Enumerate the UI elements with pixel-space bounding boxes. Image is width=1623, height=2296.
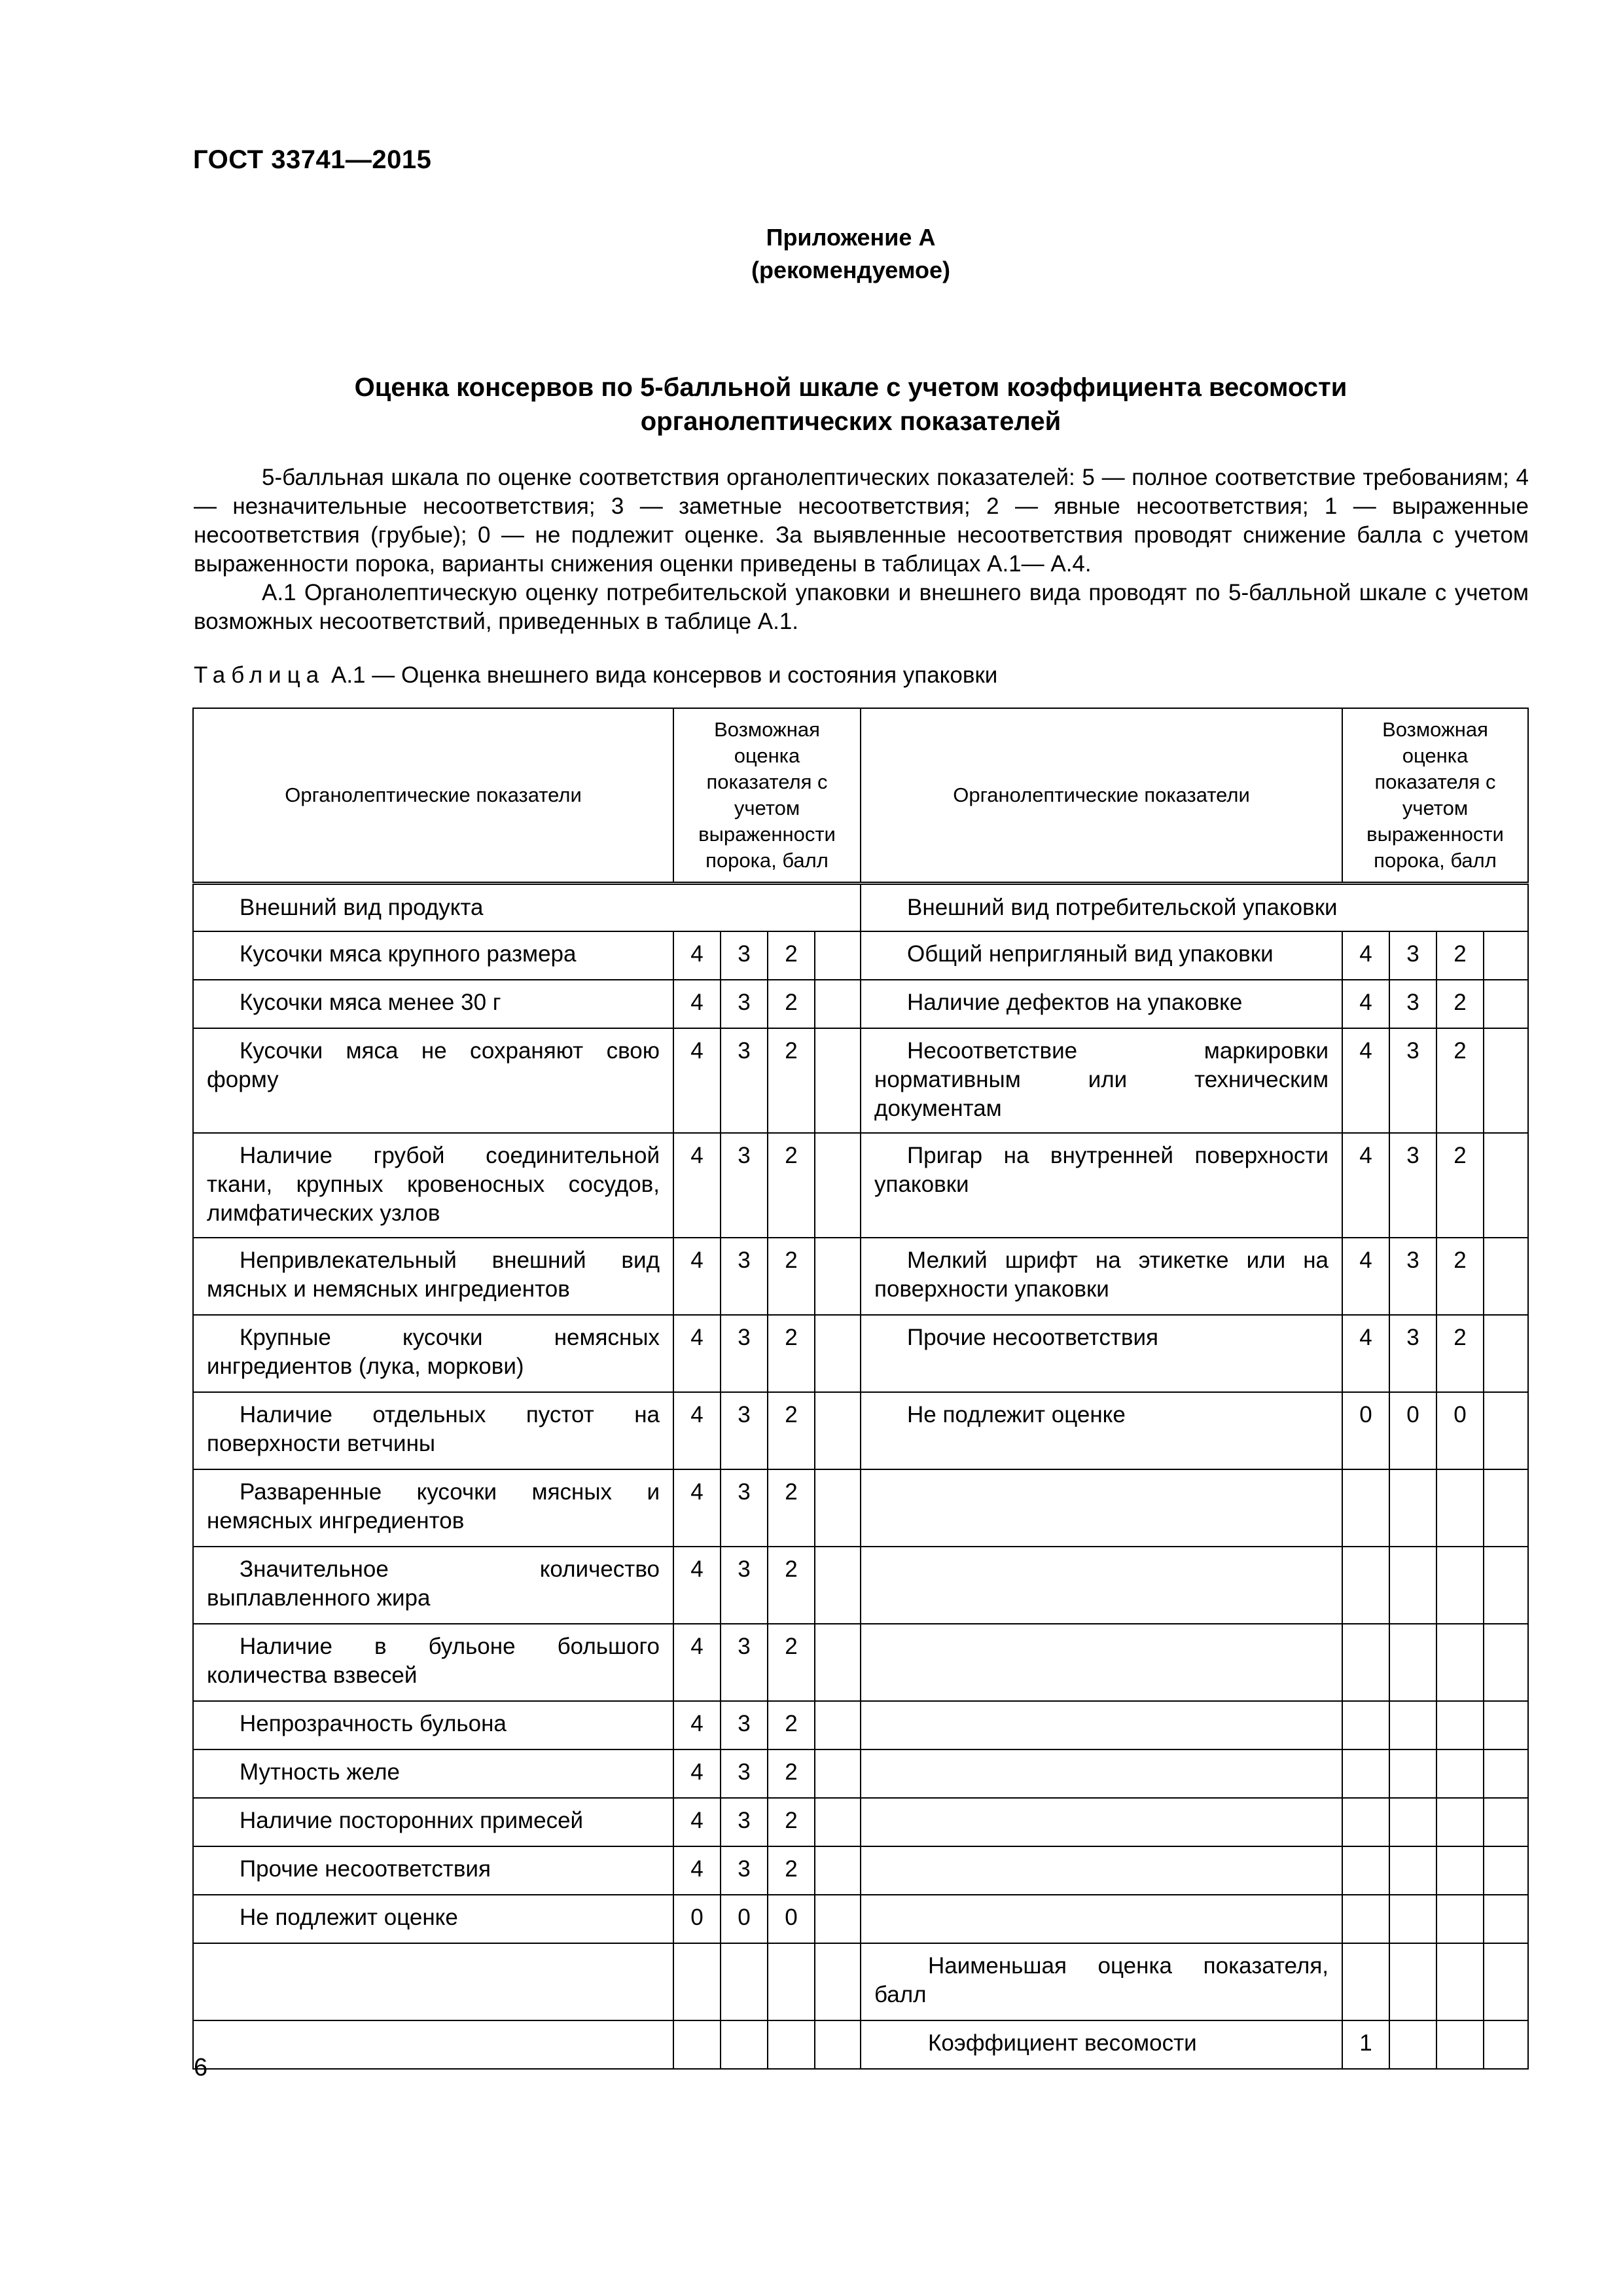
left-indicator-cell: Крупные кусочки немясных ингредиентов (лука, моркови) <box>193 1315 673 1392</box>
table-row <box>193 1943 1528 2020</box>
left-score-cell <box>768 2020 815 2069</box>
left-score-cell: 4 <box>673 980 721 1028</box>
right-indicator-cell: Общий непригляный вид упаковки <box>861 931 1342 980</box>
right-score-cell <box>1484 1798 1528 1846</box>
table-row <box>193 1547 1528 1624</box>
left-score-cell: 4 <box>673 1846 721 1895</box>
right-indicator-cell: Прочие несоответствия <box>861 1315 1342 1392</box>
left-score-cell: 3 <box>721 1846 768 1895</box>
left-indicator-cell: Непрозрачность бульона <box>193 1701 673 1749</box>
table-body <box>193 883 1528 2069</box>
left-score-cell <box>815 1238 861 1315</box>
right-indicator-cell <box>861 1749 1342 1798</box>
left-score-cell <box>815 931 861 980</box>
left-score-cell: 2 <box>768 1701 815 1749</box>
right-score-cell <box>1389 1624 1436 1701</box>
table-row <box>193 1624 1528 1701</box>
right-score-cell <box>1342 1701 1389 1749</box>
left-indicator-cell: Непривлекательный внешний вид мясных и немясных ингредиентов <box>193 1238 673 1315</box>
left-score-cell <box>815 1469 861 1547</box>
left-score-cell: 2 <box>768 931 815 980</box>
intro-paragraph-1: 5-балльная шкала по оценке соответствия органолептических показателей: 5 — полное соответствие требованиям; 4 — незначительные несоответствия; 3 — заметные несоответствия; 2 — явные несоответствия; 1 — выраженные несоответствия (грубые); 0 — не подлежит оценке. За выявленные несоответствия проводят снижение балла с учетом выраженности порока, варианты снижения оценки приведены в таблицах А.1— А.4. <box>194 465 1529 577</box>
left-score-cell: 3 <box>721 1798 768 1846</box>
header-score-right: Возможная оценка показателя с учетом выраженности порока, балл <box>1342 708 1528 883</box>
right-score-cell <box>1389 1895 1436 1943</box>
right-score-cell <box>1342 1798 1389 1846</box>
appendix-title: Приложение А <box>766 224 936 251</box>
left-score-cell <box>815 2020 861 2069</box>
left-score-cell: 4 <box>673 1315 721 1392</box>
right-score-cell: 3 <box>1389 931 1436 980</box>
right-score-cell: 0 <box>1436 1392 1484 1469</box>
left-score-cell: 0 <box>768 1895 815 1943</box>
right-score-cell: 0 <box>1342 1392 1389 1469</box>
left-indicator-cell <box>193 1943 673 2020</box>
appendix-heading <box>0 221 1623 287</box>
left-score-cell <box>815 1701 861 1749</box>
left-score-cell: 4 <box>673 1028 721 1133</box>
left-score-cell <box>673 1943 721 2020</box>
right-score-cell <box>1484 2020 1528 2069</box>
document-code: ГОСТ 33741—2015 <box>193 145 432 174</box>
left-score-cell <box>673 2020 721 2069</box>
left-score-cell: 3 <box>721 1749 768 1798</box>
left-score-cell: 4 <box>673 1624 721 1701</box>
left-score-cell: 3 <box>721 1392 768 1469</box>
right-score-cell <box>1342 1469 1389 1547</box>
right-score-cell <box>1436 2020 1484 2069</box>
left-score-cell: 3 <box>721 1547 768 1624</box>
left-score-cell: 3 <box>721 1624 768 1701</box>
left-score-cell: 2 <box>768 1846 815 1895</box>
table-row <box>193 980 1528 1028</box>
table-row <box>193 1798 1528 1846</box>
section-label-package: Внешний вид потребительской упаковки <box>861 883 1528 931</box>
right-score-cell <box>1436 1895 1484 1943</box>
right-indicator-cell: Наименьшая оценка показателя, балл <box>861 1943 1342 2020</box>
left-score-cell: 2 <box>768 1749 815 1798</box>
right-score-cell: 2 <box>1436 1028 1484 1133</box>
right-score-cell <box>1484 1315 1528 1392</box>
right-indicator-cell: Несоответствие маркировки нормативным или техническим документам <box>861 1028 1342 1133</box>
right-score-cell <box>1484 1701 1528 1749</box>
right-score-cell <box>1484 1895 1528 1943</box>
table-row <box>193 1895 1528 1943</box>
left-indicator-cell: Наличие в бульоне большого количества взвесей <box>193 1624 673 1701</box>
right-score-cell: 4 <box>1342 1028 1389 1133</box>
left-score-cell <box>815 1749 861 1798</box>
left-score-cell: 3 <box>721 1133 768 1238</box>
right-score-cell <box>1342 1846 1389 1895</box>
left-indicator-cell: Не подлежит оценке <box>193 1895 673 1943</box>
left-indicator-cell: Кусочки мяса менее 30 г <box>193 980 673 1028</box>
right-score-cell <box>1389 1846 1436 1895</box>
left-score-cell: 3 <box>721 1028 768 1133</box>
right-score-cell <box>1342 1547 1389 1624</box>
left-indicator-cell: Наличие грубой соединительной ткани, крупных кровеносных сосудов, лимфатических узлов <box>193 1133 673 1238</box>
right-score-cell <box>1484 1547 1528 1624</box>
left-indicator-cell: Мутность желе <box>193 1749 673 1798</box>
left-score-cell <box>721 2020 768 2069</box>
left-score-cell <box>721 1943 768 2020</box>
left-indicator-cell: Прочие несоответствия <box>193 1846 673 1895</box>
right-score-cell: 4 <box>1342 931 1389 980</box>
left-indicator-cell: Разваренные кусочки мясных и немясных ингредиентов <box>193 1469 673 1547</box>
right-score-cell <box>1484 1749 1528 1798</box>
header-score-left: Возможная оценка показателя с учетом выраженности порока, балл <box>673 708 861 883</box>
right-score-cell <box>1342 1624 1389 1701</box>
left-score-cell <box>815 1547 861 1624</box>
right-indicator-cell <box>861 1895 1342 1943</box>
left-score-cell: 3 <box>721 1238 768 1315</box>
left-score-cell: 4 <box>673 1701 721 1749</box>
left-score-cell: 2 <box>768 1028 815 1133</box>
header-indicators-left: Органолептические показатели <box>193 708 673 883</box>
left-score-cell: 4 <box>673 1392 721 1469</box>
right-score-cell <box>1342 1749 1389 1798</box>
table-row <box>193 1133 1528 1238</box>
left-score-cell <box>815 1846 861 1895</box>
right-indicator-cell: Наличие дефектов на упаковке <box>861 980 1342 1028</box>
left-indicator-cell: Значительное количество выплавленного жира <box>193 1547 673 1624</box>
left-score-cell: 4 <box>673 1133 721 1238</box>
right-indicator-cell <box>861 1624 1342 1701</box>
table-caption <box>194 661 997 690</box>
section-title <box>196 370 1505 439</box>
section-title-line-2: органолептических показателей <box>640 407 1061 436</box>
right-score-cell <box>1436 1469 1484 1547</box>
right-score-cell: 2 <box>1436 1238 1484 1315</box>
right-score-cell <box>1436 1624 1484 1701</box>
right-score-cell: 4 <box>1342 980 1389 1028</box>
left-score-cell <box>768 1943 815 2020</box>
section-label-product: Внешний вид продукта <box>193 883 861 931</box>
table-row <box>193 1701 1528 1749</box>
right-score-cell <box>1484 1943 1528 2020</box>
right-score-cell <box>1484 1469 1528 1547</box>
right-score-cell <box>1484 980 1528 1028</box>
left-score-cell: 2 <box>768 1315 815 1392</box>
section-row <box>193 883 1528 931</box>
right-score-cell: 4 <box>1342 1315 1389 1392</box>
assessment-table <box>192 708 1529 2070</box>
right-score-cell: 4 <box>1342 1133 1389 1238</box>
right-score-cell: 3 <box>1389 1133 1436 1238</box>
table-row <box>193 1028 1528 1133</box>
table-row <box>193 1315 1528 1392</box>
right-score-cell <box>1484 931 1528 980</box>
left-score-cell <box>815 1315 861 1392</box>
right-score-cell <box>1484 1238 1528 1315</box>
right-score-cell <box>1484 1133 1528 1238</box>
left-score-cell: 2 <box>768 980 815 1028</box>
right-score-cell <box>1436 1798 1484 1846</box>
right-score-cell: 3 <box>1389 1238 1436 1315</box>
right-score-cell <box>1389 1943 1436 2020</box>
right-score-cell <box>1484 1624 1528 1701</box>
table-caption-word: Таблица <box>194 662 325 688</box>
left-score-cell: 4 <box>673 1238 721 1315</box>
left-score-cell: 3 <box>721 931 768 980</box>
left-score-cell: 4 <box>673 1798 721 1846</box>
right-score-cell <box>1389 1798 1436 1846</box>
right-score-cell: 2 <box>1436 931 1484 980</box>
left-score-cell <box>815 1943 861 2020</box>
right-score-cell <box>1436 1749 1484 1798</box>
right-score-cell: 3 <box>1389 1028 1436 1133</box>
left-score-cell: 4 <box>673 931 721 980</box>
left-score-cell: 2 <box>768 1469 815 1547</box>
left-indicator-cell <box>193 2020 673 2069</box>
left-indicator-cell: Наличие отдельных пустот на поверхности ветчины <box>193 1392 673 1469</box>
table-row <box>193 931 1528 980</box>
right-indicator-cell <box>861 1469 1342 1547</box>
right-score-cell <box>1389 2020 1436 2069</box>
left-score-cell: 2 <box>768 1133 815 1238</box>
right-score-cell <box>1389 1547 1436 1624</box>
right-score-cell: 3 <box>1389 980 1436 1028</box>
left-score-cell: 4 <box>673 1547 721 1624</box>
right-score-cell <box>1484 1846 1528 1895</box>
right-indicator-cell <box>861 1701 1342 1749</box>
right-indicator-cell: Мелкий шрифт на этикетке или на поверхности упаковки <box>861 1238 1342 1315</box>
left-indicator-cell: Кусочки мяса крупного размера <box>193 931 673 980</box>
right-score-cell <box>1342 1943 1389 2020</box>
left-indicator-cell: Наличие посторонних примесей <box>193 1798 673 1846</box>
table-row <box>193 1749 1528 1798</box>
left-score-cell: 4 <box>673 1469 721 1547</box>
right-indicator-cell: Не подлежит оценке <box>861 1392 1342 1469</box>
left-score-cell <box>815 1798 861 1846</box>
left-indicator-cell: Кусочки мяса не сохраняют свою форму <box>193 1028 673 1133</box>
appendix-status: (рекомендуемое) <box>751 257 950 283</box>
left-score-cell: 2 <box>768 1624 815 1701</box>
left-score-cell: 2 <box>768 1798 815 1846</box>
left-score-cell <box>815 980 861 1028</box>
table-row <box>193 1238 1528 1315</box>
right-score-cell <box>1342 1895 1389 1943</box>
right-score-cell <box>1389 1701 1436 1749</box>
left-score-cell: 2 <box>768 1238 815 1315</box>
left-score-cell: 2 <box>768 1392 815 1469</box>
right-score-cell <box>1436 1846 1484 1895</box>
table-row <box>193 1846 1528 1895</box>
right-score-cell <box>1436 1547 1484 1624</box>
left-score-cell: 3 <box>721 1469 768 1547</box>
left-score-cell: 2 <box>768 1547 815 1624</box>
right-indicator-cell: Пригар на внутренней поверхности упаковки <box>861 1133 1342 1238</box>
left-score-cell <box>815 1028 861 1133</box>
right-score-cell <box>1389 1469 1436 1547</box>
left-score-cell <box>815 1133 861 1238</box>
intro-paragraph-2: А.1 Органолептическую оценку потребительской упаковки и внешнего вида проводят по 5-балльной шкале с учетом возможных несоответствий, приведенных в таблице А.1. <box>194 580 1529 634</box>
left-score-cell <box>815 1392 861 1469</box>
page-number: 6 <box>194 2054 208 2081</box>
intro-text <box>194 463 1529 636</box>
right-score-cell: 2 <box>1436 1133 1484 1238</box>
section-title-line-1: Оценка консервов по 5-балльной шкале с учетом коэффициента весомости <box>354 373 1347 402</box>
right-indicator-cell <box>861 1547 1342 1624</box>
table-row <box>193 1469 1528 1547</box>
left-score-cell: 3 <box>721 1701 768 1749</box>
right-score-cell <box>1484 1392 1528 1469</box>
right-score-cell: 4 <box>1342 1238 1389 1315</box>
left-score-cell <box>815 1895 861 1943</box>
left-score-cell: 3 <box>721 1315 768 1392</box>
right-indicator-cell <box>861 1846 1342 1895</box>
right-score-cell <box>1436 1701 1484 1749</box>
left-score-cell: 3 <box>721 980 768 1028</box>
left-score-cell: 4 <box>673 1749 721 1798</box>
right-score-cell <box>1484 1028 1528 1133</box>
header-indicators-right: Органолептические показатели <box>861 708 1342 883</box>
right-score-cell: 0 <box>1389 1392 1436 1469</box>
right-score-cell <box>1436 1943 1484 2020</box>
right-score-cell: 1 <box>1342 2020 1389 2069</box>
left-score-cell <box>815 1624 861 1701</box>
table-row <box>193 2020 1528 2069</box>
right-score-cell: 2 <box>1436 1315 1484 1392</box>
right-score-cell <box>1389 1749 1436 1798</box>
right-score-cell: 3 <box>1389 1315 1436 1392</box>
table-caption-text: А.1 — Оценка внешнего вида консервов и состояния упаковки <box>330 662 998 688</box>
right-indicator-cell <box>861 1798 1342 1846</box>
left-score-cell: 0 <box>721 1895 768 1943</box>
assessment-table-wrapper <box>192 708 1527 2070</box>
table-row <box>193 1392 1528 1469</box>
right-indicator-cell: Коэффициент весомости <box>861 2020 1342 2069</box>
right-score-cell: 2 <box>1436 980 1484 1028</box>
left-score-cell: 0 <box>673 1895 721 1943</box>
